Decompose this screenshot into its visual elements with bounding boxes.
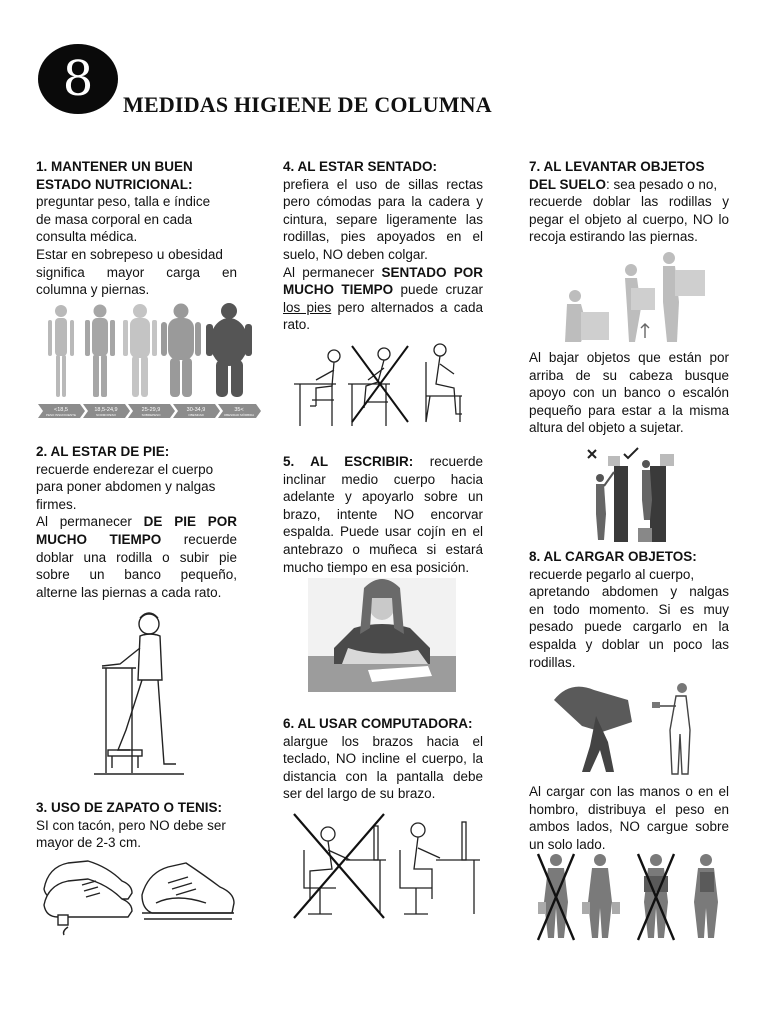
section-7-p2-line: altura del objeto a sujetar. bbox=[529, 420, 684, 436]
section-5-line: inclinar medio cuerpo hacia bbox=[283, 471, 483, 487]
weight-distribution-illustration bbox=[534, 852, 724, 942]
section-6-line: teclado, NO incline el cuerpo, la bbox=[283, 751, 483, 767]
section-1-line: consulta médica. bbox=[36, 229, 138, 245]
bmi-label: 30-34,9 bbox=[186, 407, 206, 413]
section-4-line: suelo, NO deben colgar. bbox=[283, 246, 428, 262]
section-4-line: pero cómodas para la cadera y bbox=[283, 194, 483, 210]
section-1-line: preguntar peso, talla e índice bbox=[36, 194, 211, 210]
section-4-line: cintura, separe ligeramente las bbox=[283, 211, 483, 227]
section-1-text bbox=[36, 158, 237, 299]
section-number-badge: 8 bbox=[38, 44, 118, 114]
section-7-line: pegar el objeto al cuerpo, NO lo bbox=[529, 211, 729, 227]
bmi-sublabel: OBESIDAD bbox=[188, 413, 204, 417]
section-6-heading: 6. AL USAR COMPUTADORA: bbox=[283, 716, 473, 731]
bmi-sublabel: NORMOPESO bbox=[96, 413, 116, 417]
writing-posture-photo bbox=[308, 578, 456, 692]
bmi-silhouettes-illustration bbox=[36, 300, 262, 428]
bmi-sublabel: OBESIDAD MÓRBIDA bbox=[223, 413, 255, 417]
section-8-line: recuerde pegarlo al cuerpo, bbox=[529, 566, 695, 582]
section-8-line: en todo momento. Si es muy bbox=[529, 601, 729, 617]
section-2-line: firmes. bbox=[36, 496, 77, 512]
section-1-heading-b: ESTADO NUTRICIONAL: bbox=[36, 176, 193, 192]
section-2-line: MUCHO TIEMPO recuerde bbox=[36, 531, 237, 547]
bmi-label: 35< bbox=[234, 407, 244, 413]
section-8-p2-line: Al cargar con las manos o en el bbox=[529, 784, 729, 799]
section-1-line: de masa corporal en cada bbox=[36, 211, 193, 227]
bmi-label: 18,5-24,9 bbox=[94, 407, 118, 413]
section-6-line: distancia con la pantalla debe bbox=[283, 768, 483, 784]
section-1-line: Estar en sobrepeso u obesidad bbox=[36, 246, 223, 262]
section-1-line: significa mayor carga en bbox=[36, 264, 237, 280]
section-5-line: espalda. Puede usar cojín en el bbox=[283, 524, 483, 540]
section-6-text bbox=[283, 715, 483, 803]
section-3-line: mayor de 2-3 cm. bbox=[36, 835, 142, 851]
section-4-line: Al permanecer SENTADO POR bbox=[283, 264, 483, 280]
section-2-line: Al permanecer DE PIE POR bbox=[36, 514, 237, 530]
section-5-text bbox=[283, 453, 483, 576]
section-3-heading: 3. USO DE ZAPATO O TENIS: bbox=[36, 800, 223, 815]
standing-posture-illustration bbox=[94, 608, 184, 778]
section-2-heading: 2. AL ESTAR DE PIE: bbox=[36, 444, 170, 459]
section-8-line: apretando abdomen y nalgas bbox=[529, 584, 729, 600]
bmi-label: 25-29,9 bbox=[141, 407, 161, 413]
section-4-line: prefiera el uso de sillas rectas bbox=[283, 176, 483, 192]
section-3-line: SI con tacón, pero NO debe ser bbox=[36, 817, 226, 833]
section-1-heading-a: 1. MANTENER UN BUEN bbox=[36, 159, 193, 174]
carrying-illustration bbox=[548, 676, 708, 780]
section-5-line: brazo, intente NO encorvar bbox=[283, 506, 483, 522]
section-7-text bbox=[529, 158, 729, 246]
bmi-sublabel: PESO INSUFICIENTE bbox=[45, 413, 77, 417]
section-2-line: sobre un banco pequeño, bbox=[36, 567, 237, 583]
section-3-text bbox=[36, 799, 246, 852]
section-4-line: rodillas, pies apoyados en el bbox=[283, 229, 483, 245]
section-8-heading: 8. AL CARGAR OBJETOS: bbox=[529, 549, 697, 564]
section-2-line: recuerde enderezar el cuerpo bbox=[36, 461, 214, 477]
section-5-line: mucho tiempo en esa posición. bbox=[283, 559, 470, 575]
section-2-line: alterne las piernas a cada rato. bbox=[36, 584, 222, 600]
section-8-line: espalda y doblar un poco las bbox=[529, 636, 729, 652]
section-8-line: rodillas. bbox=[529, 654, 576, 670]
bmi-sublabel: SOBREPESO bbox=[141, 413, 161, 417]
section-4-line: los pies pero alternados a cada bbox=[283, 299, 483, 315]
section-5-line: adelante y apoyarlo sobre un bbox=[283, 489, 483, 505]
bmi-label: <18,5 bbox=[54, 407, 68, 413]
section-2-text bbox=[36, 443, 237, 601]
section-4-line: rato. bbox=[283, 317, 311, 333]
section-7-p2-line: Al bajar objetos que están por bbox=[529, 350, 729, 365]
section-7-line: recuerde doblar las rodillas y bbox=[529, 194, 729, 210]
section-4-line: MUCHO TIEMPO puede cruzar bbox=[283, 282, 483, 298]
section-8-p2-line: ambos lados, NO cargue sobre bbox=[529, 819, 729, 835]
section-8-text bbox=[529, 548, 729, 671]
page-title: MEDIDAS HIGIENE DE COLUMNA bbox=[123, 92, 492, 117]
section-8-p2-line: hombro, distribuya el peso en bbox=[529, 801, 729, 817]
section-5-line: antebrazo o muñeca si estará bbox=[283, 541, 483, 557]
section-7-paragraph-2 bbox=[529, 349, 729, 437]
computer-posture-illustration bbox=[290, 810, 482, 925]
reaching-with-step-illustration bbox=[584, 444, 680, 542]
section-6-line: alargue los brazos hacia el bbox=[283, 733, 483, 749]
section-5-line: 5. AL ESCRIBIR: recuerde bbox=[283, 454, 483, 469]
section-7-p2-line: pequeño para estar a la misma bbox=[529, 402, 729, 418]
section-8-p2-line: un solo lado. bbox=[529, 836, 606, 852]
lifting-sequence-illustration bbox=[545, 248, 710, 346]
section-8-line: pesado puede cargarlo en la bbox=[529, 619, 729, 635]
shoes-illustration bbox=[38, 855, 238, 937]
section-8-paragraph-2 bbox=[529, 783, 729, 853]
section-6-line: ser del largo de su brazo. bbox=[283, 786, 436, 802]
section-7-line: recoja estirando las piernas. bbox=[529, 229, 698, 245]
section-7-p2-line: apoyo con un banco o escalón bbox=[529, 385, 729, 401]
section-2-line: para poner abdomen y nalgas bbox=[36, 479, 216, 495]
section-7-heading-a: 7. AL LEVANTAR OBJETOS bbox=[529, 159, 705, 174]
section-1-line: columna y piernas. bbox=[36, 282, 150, 298]
section-4-text bbox=[283, 158, 483, 334]
sitting-posture-illustration bbox=[290, 340, 480, 430]
section-4-heading: 4. AL ESTAR SENTADO: bbox=[283, 159, 438, 174]
section-7-p2-line: arriba de su cabeza busque bbox=[529, 367, 729, 383]
section-2-line: doblar una rodilla o subir pie bbox=[36, 549, 237, 565]
section-7-line: DEL SUELO: sea pesado o no, bbox=[529, 176, 718, 192]
